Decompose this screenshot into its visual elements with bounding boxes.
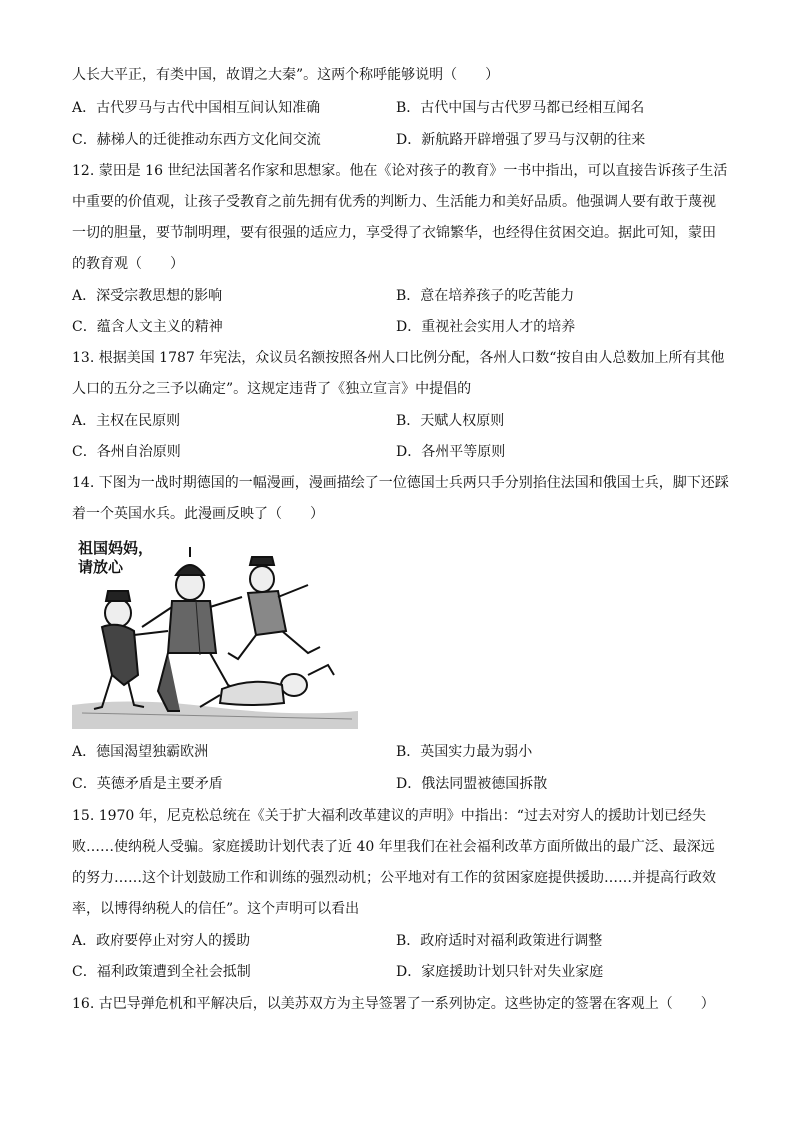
q12-stem-line-1: 12. 蒙田是 16 世纪法国著名作家和思想家。他在《论对孩子的教育》一书中指出，可以直接告诉孩子生活 [72, 163, 728, 179]
q13-stem-line-2: 人口的五分之三予以确定”。这规定违背了《独立宣言》中提倡的 [72, 381, 472, 397]
q15-stem-line-2: 败……使纳税人受骗。家庭援助计划代表了近 40 年里我们在社会福利改革方面所做出的最广泛、最深远 [72, 839, 715, 855]
q13-option-c: C．各州自治原则 [72, 444, 181, 460]
q13-option-a: A．主权在民原则 [72, 413, 181, 429]
q14-stem-line-1: 14. 下图为一战时期德国的一幅漫画，漫画描绘了一位德国士兵两只手分别掐住法国和俄国士兵，脚下还踩 [72, 475, 729, 491]
cartoon-right-soldier [228, 557, 320, 659]
q11-option-a: A．古代罗马与古代中国相互间认知准确 [72, 100, 321, 116]
q12-option-a: A．深受宗教思想的影响 [72, 288, 223, 304]
q14-stem-line-2: 着一个英国水兵。此漫画反映了（ ） [72, 506, 324, 522]
q11-option-b: B．古代中国与古代罗马都已经相互闻名 [396, 100, 645, 116]
q12-option-b: B．意在培养孩子的吃苦能力 [396, 288, 575, 304]
q14-option-a: A．德国渴望独霸欧洲 [72, 744, 209, 760]
q11-option-d: D．新航路开辟增强了罗马与汉朝的往来 [396, 132, 646, 148]
q15-option-c: C．福利政策遭到全社会抵制 [72, 964, 251, 980]
cartoon-left-soldier [94, 591, 168, 709]
q15-option-a: A．政府要停止对穷人的援助 [72, 933, 251, 949]
q15-option-b: B．政府适时对福利政策进行调整 [396, 933, 603, 949]
q15-stem-line-4: 率，以博得纳税人的信任”。这个声明可以看出 [72, 901, 360, 917]
cartoon-caption: 祖国妈妈， 请放心 [78, 539, 154, 576]
q15-option-d: D．家庭援助计划只针对失业家庭 [396, 964, 604, 980]
q16-stem-line-1: 16. 古巴导弹危机和平解决后，以美苏双方为主导签署了一系列协定。这些协定的签署在客观上（ ） [72, 996, 715, 1012]
q12-stem-line-2: 中重要的价值观，让孩子受教育之前先拥有优秀的判断力、生活能力和美好品质。他强调人要有敢于蔑视 [72, 194, 716, 210]
q13-option-d: D．各州平等原则 [396, 444, 506, 460]
q12-option-d: D．重视社会实用人才的培养 [396, 319, 576, 335]
q15-stem-line-1: 15. 1970 年，尼克松总统在《关于扩大福利改革建议的声明》中指出：“过去对穷人的援助计划已经失 [72, 808, 706, 824]
war-cartoon-image [72, 535, 358, 729]
q15-stem-line-3: 的努力……这个计划鼓励工作和训练的强烈动机；公平地对有工作的贫困家庭提供援助……并提高行政效 [72, 870, 716, 886]
q11-stem-tail: 人长大平正，有类中国，故谓之大秦”。这两个称呼能够说明（ ） [72, 67, 500, 83]
q12-option-c: C．蕴含人文主义的精神 [72, 319, 223, 335]
q12-stem-line-4: 的教育观（ ） [72, 256, 184, 272]
q11-option-c: C．赫梯人的迁徙推动东西方文化间交流 [72, 132, 321, 148]
q12-stem-line-3: 一切的胆量，要节制明理，要有很强的适应力，享受得了衣锦繁华，也经得住贫困交迫。据此可知，蒙田 [72, 225, 716, 241]
q14-option-d: D．俄法同盟被德国拆散 [396, 776, 548, 792]
q14-option-b: B．英国实力最为弱小 [396, 744, 533, 760]
q13-option-b: B．天赋人权原则 [396, 413, 505, 429]
q13-stem-line-1: 13. 根据美国 1787 年宪法，众议员名额按照各州人口比例分配，各州人口数“按自由人总数加上所有其他 [72, 350, 725, 366]
cartoon-ground [72, 701, 358, 729]
q14-option-c: C．英德矛盾是主要矛盾 [72, 776, 223, 792]
